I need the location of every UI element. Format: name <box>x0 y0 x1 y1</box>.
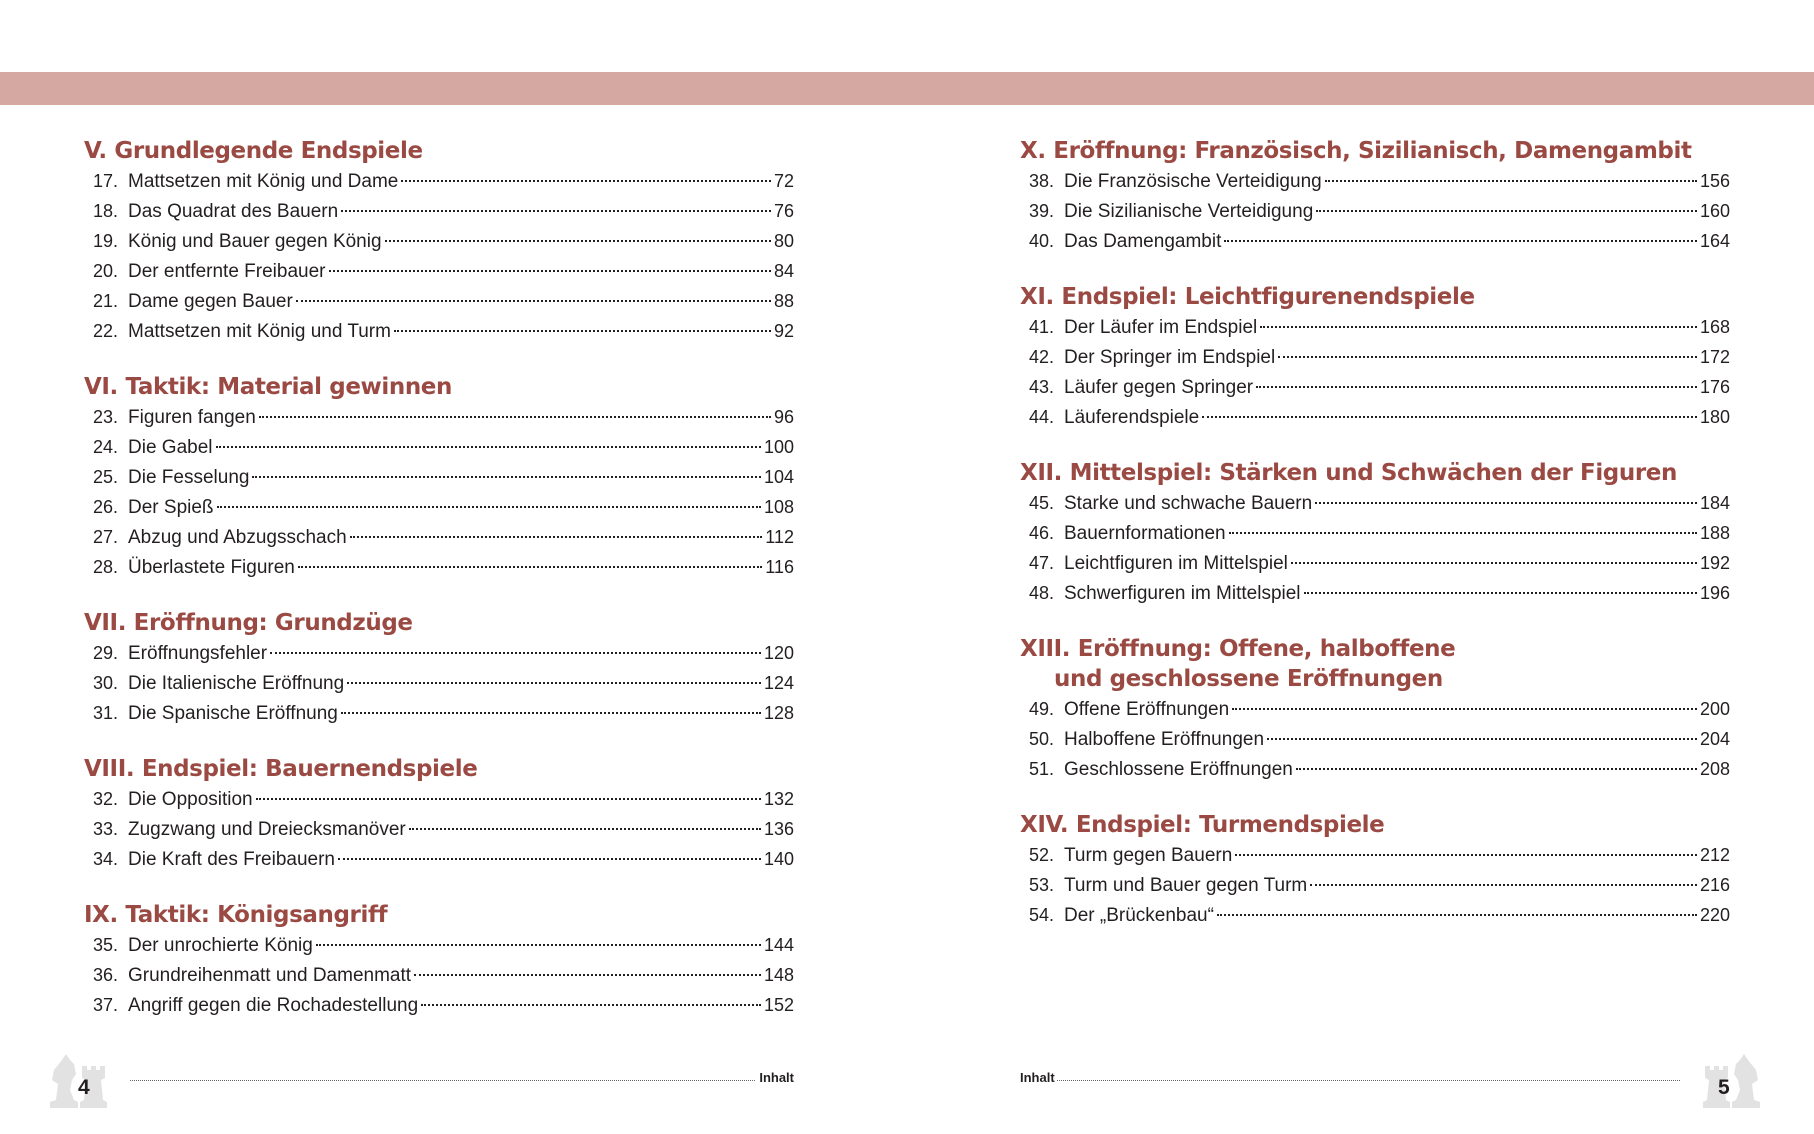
chapter-title: Der entfernte Freibauer <box>128 261 326 282</box>
page-number: 104 <box>763 467 794 487</box>
chapter-number: 20. <box>92 261 118 281</box>
chapter-number: 38. <box>1028 171 1054 191</box>
toc-column-right <box>1020 136 1730 956</box>
toc-entry[interactable] <box>84 286 794 316</box>
page-number: 100 <box>763 437 794 457</box>
dot-leader <box>1232 708 1697 710</box>
page-number: 72 <box>773 171 794 191</box>
chapter-title: Abzug und Abzugsschach <box>128 527 347 548</box>
dot-leader <box>1304 592 1697 594</box>
dot-leader <box>1229 532 1697 534</box>
toc-entry[interactable] <box>1020 578 1730 608</box>
chapter-title: Das Quadrat des Bauern <box>128 201 339 222</box>
chapter-number: 46. <box>1028 523 1054 543</box>
section-heading <box>1020 136 1730 166</box>
page-number: 160 <box>1699 201 1730 221</box>
page-number: 96 <box>773 407 794 427</box>
page-number: 108 <box>763 497 794 517</box>
dot-leader <box>341 712 761 714</box>
page-number: 124 <box>763 673 794 693</box>
page-number: 120 <box>763 643 794 663</box>
chapter-number: 18. <box>92 201 118 221</box>
chapter-title: Die Italienische Eröffnung <box>128 673 345 694</box>
page-number: 192 <box>1699 553 1730 573</box>
chapter-number: 17. <box>92 171 118 191</box>
section-heading-text: X. Eröffnung: Französisch, Sizilianisch, Damengambit <box>1020 138 1692 164</box>
section-heading-text: IX. Taktik: Königsangriff <box>84 902 388 928</box>
dot-leader <box>394 330 771 332</box>
chapter-title: Die Spanische Eröffnung <box>128 703 338 724</box>
dot-leader <box>1296 768 1697 770</box>
dot-leader <box>270 652 761 654</box>
toc-entry[interactable] <box>1020 342 1730 372</box>
chapter-number: 29. <box>92 643 118 663</box>
page-number: 168 <box>1699 317 1730 337</box>
page-number: 92 <box>773 321 794 341</box>
toc-section <box>1020 634 1730 784</box>
toc-entry[interactable] <box>84 930 794 960</box>
toc-entry[interactable] <box>1020 724 1730 754</box>
toc-entry[interactable] <box>1020 754 1730 784</box>
page-number: 212 <box>1699 845 1730 865</box>
chapter-title: Das Damengambit <box>1064 231 1222 252</box>
dot-leader <box>316 944 761 946</box>
toc-entry[interactable] <box>1020 488 1730 518</box>
toc-entry[interactable] <box>84 638 794 668</box>
section-heading <box>1020 810 1730 840</box>
chapter-title: Mattsetzen mit König und Dame <box>128 171 399 192</box>
chess-rook-knight-icon-right <box>1700 1050 1764 1110</box>
chapter-title: Turm und Bauer gegen Turm <box>1064 875 1308 896</box>
page-number: 136 <box>763 819 794 839</box>
chapter-number: 31. <box>92 703 118 723</box>
toc-column-left <box>84 136 794 1046</box>
section-heading <box>1020 458 1730 488</box>
toc-entry[interactable] <box>84 316 794 346</box>
toc-entry[interactable] <box>1020 840 1730 870</box>
dot-leader <box>338 858 761 860</box>
toc-entry[interactable] <box>84 668 794 698</box>
chapter-title: Überlastete Figuren <box>128 557 295 578</box>
chapter-title: Die Fesselung <box>128 467 250 488</box>
section-heading-text: VII. Eröffnung: Grundzüge <box>84 610 413 636</box>
section-heading-text: V. Grundlegende Endspiele <box>84 138 423 164</box>
page-number: 140 <box>763 849 794 869</box>
section-heading <box>84 136 794 166</box>
section-heading <box>84 900 794 930</box>
page-number: 216 <box>1699 875 1730 895</box>
toc-entry[interactable] <box>84 552 794 582</box>
chapter-title: Figuren fangen <box>128 407 256 428</box>
toc-entry[interactable] <box>84 960 794 990</box>
chapter-title: König und Bauer gegen König <box>128 231 382 252</box>
toc-entry[interactable] <box>1020 196 1730 226</box>
toc-entry[interactable] <box>1020 402 1730 432</box>
chapter-title: Die Französische Verteidigung <box>1064 171 1322 192</box>
dot-leader <box>409 828 761 830</box>
chapter-title: Der Spieß <box>128 497 214 518</box>
chapter-title: Offene Eröffnungen <box>1064 699 1230 720</box>
section-heading-text: VI. Taktik: Material gewinnen <box>84 374 452 400</box>
toc-section <box>84 900 794 1020</box>
toc-entry[interactable] <box>84 402 794 432</box>
dot-leader <box>1315 502 1697 504</box>
chapter-title: Turm gegen Bauern <box>1064 845 1233 866</box>
page-number: 184 <box>1699 493 1730 513</box>
toc-entry[interactable] <box>1020 226 1730 256</box>
toc-entry[interactable] <box>84 492 794 522</box>
dot-leader <box>1202 416 1697 418</box>
dot-leader <box>421 1004 761 1006</box>
chapter-number: 40. <box>1028 231 1054 251</box>
chapter-number: 35. <box>92 935 118 955</box>
chapter-number: 43. <box>1028 377 1054 397</box>
chapter-number: 33. <box>92 819 118 839</box>
toc-entry[interactable] <box>1020 372 1730 402</box>
toc-entry[interactable] <box>84 196 794 226</box>
page-number: 220 <box>1699 905 1730 925</box>
chapter-title: Die Sizilianische Verteidigung <box>1064 201 1314 222</box>
toc-entry[interactable] <box>84 256 794 286</box>
chapter-number: 27. <box>92 527 118 547</box>
running-footer-right <box>1020 1070 1680 1085</box>
chapter-number: 21. <box>92 291 118 311</box>
toc-section <box>1020 810 1730 930</box>
page-number: 148 <box>763 965 794 985</box>
page-number: 196 <box>1699 583 1730 603</box>
toc-entry[interactable] <box>84 166 794 196</box>
chapter-title: Mattsetzen mit König und Turm <box>128 321 391 342</box>
dot-leader <box>401 180 771 182</box>
toc-entry[interactable] <box>1020 518 1730 548</box>
toc-entry[interactable] <box>1020 870 1730 900</box>
toc-entry[interactable] <box>84 522 794 552</box>
section-heading-text: XII. Mittelspiel: Stärken und Schwächen der Figuren <box>1020 460 1677 486</box>
running-head-left: Inhalt <box>759 1070 794 1085</box>
dot-leader <box>1267 738 1697 740</box>
page-number: 76 <box>773 201 794 221</box>
page-number: 144 <box>763 935 794 955</box>
chapter-number: 52. <box>1028 845 1054 865</box>
section-heading <box>84 754 794 784</box>
toc-section <box>84 608 794 728</box>
toc-entry[interactable] <box>1020 900 1730 930</box>
chapter-title: Geschlossene Eröffnungen <box>1064 759 1293 780</box>
dot-leader <box>296 300 771 302</box>
chapter-title: Der unrochierte König <box>128 935 313 956</box>
chapter-number: 34. <box>92 849 118 869</box>
page-number: 80 <box>773 231 794 251</box>
chapter-title: Dame gegen Bauer <box>128 291 293 312</box>
page-number: 164 <box>1699 231 1730 251</box>
dot-leader <box>341 210 771 212</box>
chapter-number: 37. <box>92 995 118 1015</box>
chapter-title: Die Kraft des Freibauern <box>128 849 335 870</box>
chapter-number: 24. <box>92 437 118 457</box>
page-number: 152 <box>763 995 794 1015</box>
toc-section <box>84 372 794 582</box>
chapter-number: 30. <box>92 673 118 693</box>
page-number: 180 <box>1699 407 1730 427</box>
page-number: 156 <box>1699 171 1730 191</box>
toc-section <box>84 136 794 346</box>
dot-leader <box>350 536 763 538</box>
page-number: 204 <box>1699 729 1730 749</box>
toc-section <box>1020 282 1730 432</box>
toc-entry[interactable] <box>84 698 794 728</box>
section-heading-text: XIV. Endspiel: Turmendspiele <box>1020 812 1385 838</box>
chapter-number: 42. <box>1028 347 1054 367</box>
chapter-number: 54. <box>1028 905 1054 925</box>
dot-leader <box>217 506 761 508</box>
running-footer-left <box>130 1070 794 1085</box>
chapter-number: 44. <box>1028 407 1054 427</box>
chapter-title: Starke und schwache Bauern <box>1064 493 1313 514</box>
dot-leader <box>1256 386 1697 388</box>
dot-leader <box>385 240 771 242</box>
page-number: 172 <box>1699 347 1730 367</box>
dot-leader <box>1325 180 1697 182</box>
dot-leader <box>256 798 761 800</box>
page-number-right: 5 <box>1718 1076 1730 1099</box>
chapter-number: 25. <box>92 467 118 487</box>
section-heading <box>1020 634 1730 694</box>
dot-leader <box>1217 914 1697 916</box>
footer-dotted-rule <box>1057 1080 1680 1081</box>
chapter-title: Der Springer im Endspiel <box>1064 347 1276 368</box>
chapter-number: 39. <box>1028 201 1054 221</box>
dot-leader <box>1260 326 1697 328</box>
chapter-title: Läuferendspiele <box>1064 407 1200 428</box>
section-heading-text: VIII. Endspiel: Bauernendspiele <box>84 756 478 782</box>
chapter-number: 36. <box>92 965 118 985</box>
chapter-title: Der „Brückenbau“ <box>1064 905 1214 926</box>
footer-dotted-rule <box>130 1080 755 1081</box>
toc-entry[interactable] <box>1020 548 1730 578</box>
chapter-title: Die Gabel <box>128 437 213 458</box>
page-number: 116 <box>765 557 794 577</box>
dot-leader <box>414 974 761 976</box>
running-head-right: Inhalt <box>1020 1070 1055 1085</box>
dot-leader <box>347 682 761 684</box>
chapter-title: Läufer gegen Springer <box>1064 377 1254 398</box>
chapter-number: 26. <box>92 497 118 517</box>
page-number: 84 <box>773 261 794 281</box>
dot-leader <box>1310 884 1697 886</box>
chapter-number: 41. <box>1028 317 1054 337</box>
page-number: 132 <box>763 789 794 809</box>
toc-entry[interactable] <box>84 432 794 462</box>
dot-leader <box>1224 240 1697 242</box>
dot-leader <box>1235 854 1697 856</box>
chapter-title: Bauernformationen <box>1064 523 1226 544</box>
dot-leader <box>259 416 771 418</box>
toc-entry[interactable] <box>84 990 794 1020</box>
chapter-title: Die Opposition <box>128 789 253 810</box>
chapter-number: 19. <box>92 231 118 251</box>
page-number: 128 <box>763 703 794 723</box>
page-number: 112 <box>765 527 794 547</box>
page-number: 176 <box>1699 377 1730 397</box>
dot-leader <box>1316 210 1697 212</box>
dot-leader <box>1278 356 1697 358</box>
page-number: 208 <box>1699 759 1730 779</box>
section-heading <box>84 372 794 402</box>
toc-entry[interactable] <box>84 462 794 492</box>
dot-leader <box>329 270 771 272</box>
toc-entry[interactable] <box>84 226 794 256</box>
dot-leader <box>252 476 761 478</box>
toc-section <box>1020 458 1730 608</box>
toc-entry[interactable] <box>1020 694 1730 724</box>
chapter-number: 53. <box>1028 875 1054 895</box>
section-heading-continuation: und geschlossene Eröffnungen <box>1054 666 1443 692</box>
chapter-number: 22. <box>92 321 118 341</box>
chapter-number: 51. <box>1028 759 1054 779</box>
toc-entry[interactable] <box>1020 312 1730 342</box>
chapter-title: Der Läufer im Endspiel <box>1064 317 1258 338</box>
page-number-left: 4 <box>78 1076 90 1099</box>
toc-entry[interactable] <box>84 844 794 874</box>
chapter-title: Grundreihenmatt und Damenmatt <box>128 965 412 986</box>
chapter-title: Halboffene Eröffnungen <box>1064 729 1265 750</box>
chapter-number: 23. <box>92 407 118 427</box>
section-heading-text: XIII. Eröffnung: Offene, halboffene <box>1020 636 1456 662</box>
page-number: 188 <box>1699 523 1730 543</box>
toc-entry[interactable] <box>1020 166 1730 196</box>
section-heading <box>84 608 794 638</box>
chapter-number: 45. <box>1028 493 1054 513</box>
toc-entry[interactable] <box>84 814 794 844</box>
section-heading <box>1020 282 1730 312</box>
chapter-number: 49. <box>1028 699 1054 719</box>
chapter-title: Angriff gegen die Rochadestellung <box>128 995 419 1016</box>
chapter-title: Eröffnungsfehler <box>128 643 268 664</box>
chapter-number: 28. <box>92 557 118 577</box>
dot-leader <box>216 446 761 448</box>
chapter-number: 48. <box>1028 583 1054 603</box>
toc-entry[interactable] <box>84 784 794 814</box>
dot-leader <box>1291 562 1697 564</box>
section-heading-text: XI. Endspiel: Leichtfigurenendspiele <box>1020 284 1475 310</box>
chapter-number: 47. <box>1028 553 1054 573</box>
dot-leader <box>298 566 762 568</box>
chapter-number: 32. <box>92 789 118 809</box>
chapter-title: Schwerfiguren im Mittelspiel <box>1064 583 1301 604</box>
toc-section <box>1020 136 1730 256</box>
header-band <box>0 72 1814 105</box>
chapter-number: 50. <box>1028 729 1054 749</box>
toc-section <box>84 754 794 874</box>
page-number: 88 <box>773 291 794 311</box>
chapter-title: Zugzwang und Dreiecksmanöver <box>128 819 406 840</box>
chapter-title: Leichtfiguren im Mittelspiel <box>1064 553 1288 574</box>
page-number: 200 <box>1699 699 1730 719</box>
